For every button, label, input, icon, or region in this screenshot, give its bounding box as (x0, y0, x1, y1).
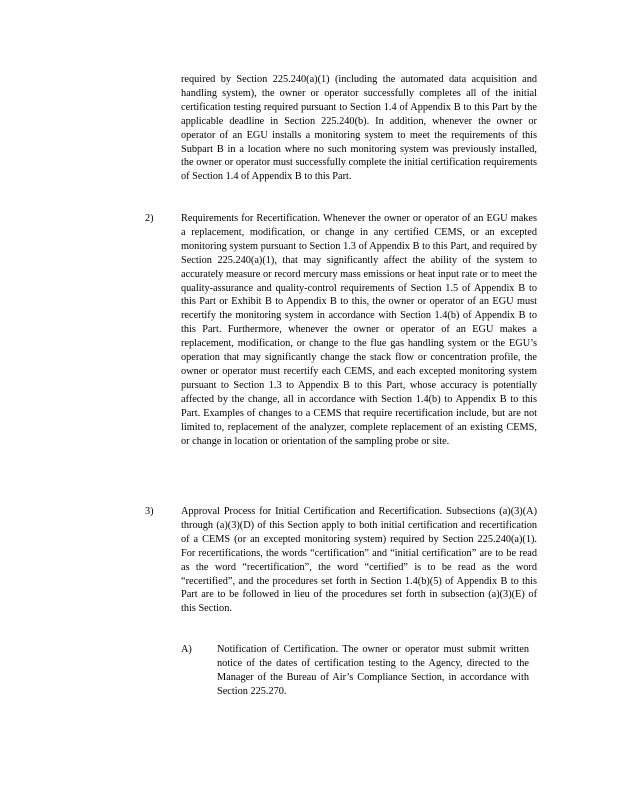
item-2-number: 2) (145, 213, 154, 224)
item-a-letter: A) (181, 644, 192, 655)
item-3-approval-process: Approval Process for Initial Certification and Recertification. Subsections (a)(3)(A) through (a)(3)(D) of this Section apply to both initial certification and recertification of a CEMS (or an excepted monitoring system) required by Section 225.240(a)(1). For recertifications, the words “certification” and “initial certification” are to be read as the word “recertification”, the word “certified” is to be read as the word “recertified”, and the procedures set forth in Section 1.4(b)(5) of Appendix B to this Part are to be followed in lieu of the procedures set forth in subsection (a)(3)(E) of this Section. (181, 506, 537, 615)
item-2-recertification-requirements: Requirements for Recertification. Whenever the owner or operator of an EGU makes a replacement, modification, or change in any certified CEMS, or an excepted monitoring system pursuant to Section 1.3 of Appendix B to this Part, and required by Section 225.240(a)(1), that may significantly affect the ability of the system to accurately measure or record mercury mass emissions or heat input rate or to meet the quality-assurance and quality-control requirements of Section 1.5 of Appendix B to this Part or Exhibit B to Appendix B to this, the owner or operator of an EGU must recertify the monitoring system in accordance with Section 1.4(b) of Appendix B to this Part. Furthermore, whenever the owner or operator of an EGU makes a replacement, modification, or change to the flue gas handling system or the EGU’s operation that may significantly change the stack flow or concentration profile, the owner or operator must recertify each CEMS, and each excepted monitoring system pursuant to Section 1.3 to Appendix B to this Part, whose accuracy is potentially affected by the change, all in accordance with Section 1.4(b) to Appendix B to this Part. Examples of changes to a CEMS that require recertification include, but are not limited to, replacement of the analyzer, complete replacement of an existing CEMS, or change in location or orientation of the sampling probe or site. (181, 213, 537, 447)
item-3-number: 3) (145, 506, 154, 517)
item-a-notification-of-certification: Notification of Certification. The owner or operator must submit written notice of the dates of certification testing to the Agency, directed to the Manager of the Bureau of Air’s Compliance Section, in accordance with Section 225.270. (217, 644, 529, 697)
paragraph-continuation: required by Section 225.240(a)(1) (including the automated data acquisition and handling system), the owner or operator successfully completes all of the initial certification testing required pursuant to Section 1.4 of Appendix B to this Part by the applicable deadline in Section 225.240(b). In addition, whenever the owner or operator of an EGU installs a monitoring system to meet the requirements of this Subpart B in a location where no such monitoring system was previously installed, the owner or operator must successfully complete the initial certification requirements of Section 1.4 of Appendix B to this Part. (181, 74, 537, 183)
